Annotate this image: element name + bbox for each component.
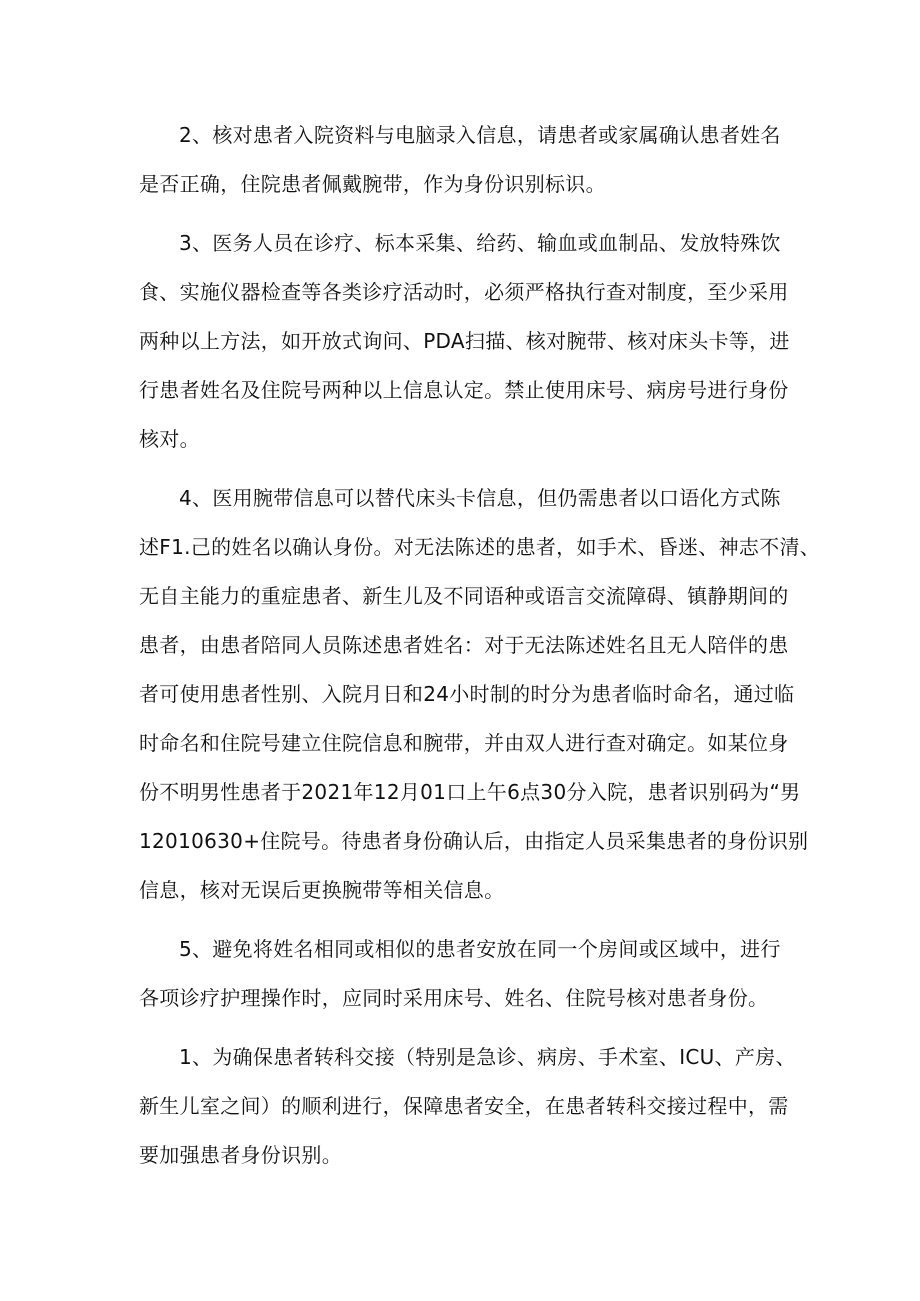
paragraph-line: 各项诊疗护理操作时，应同时采用床号、姓名、住院号核对患者身份。 — [139, 986, 769, 1010]
paragraph-line: 份不明男性患者于2021年12月01口上午6点30分入院，患者识别码为“男 — [139, 780, 801, 804]
paragraph-line: 患者，由患者陪同人员陈述患者姓名：对于无法陈述姓名且无人陪伴的患 — [139, 633, 789, 657]
paragraph-line: 两种以上方法，如开放式询问、PDA扫描、核对腕带、核对床头卡等，进 — [139, 329, 790, 353]
paragraph-line: 者可使用患者性别、入院月日和24小时制的时分为患者临时命名，通过临 — [139, 682, 795, 706]
paragraph-line: 行患者姓名及住院号两种以上信息认定。禁止使用床号、病房号进行身份 — [139, 378, 789, 402]
paragraph-line: 时命名和住院号建立住院信息和腕带，并由双人进行查对确定。如某位身 — [139, 731, 789, 755]
paragraph-line: 4、医用腕带信息可以替代床头卡信息，但仍需患者以口语化方式陈 — [179, 486, 781, 510]
paragraph-line: 要加强患者身份识别。 — [139, 1143, 342, 1167]
paragraph-line: 1、为确保患者转科交接（特别是急诊、病房、手术室、ICU、产房、 — [179, 1045, 796, 1069]
paragraph-2 — [139, 111, 789, 209]
paragraph-line: 无自主能力的重症患者、新生儿及不同语种或语言交流障碍、镇静期间的 — [139, 584, 789, 608]
paragraph-line: 12010630+住院号。待患者身份确认后，由指定人员采集患者的身份识别 — [139, 829, 809, 853]
paragraph-line: 述F1.己的姓名以确认身份。对无法陈述的患者，如手术、昏迷、神志不清、 — [139, 535, 821, 559]
paragraph-line: 核对。 — [139, 427, 200, 451]
paragraph-line: 新生儿室之间）的顺利进行，保障患者安全，在患者转科交接过程中，需 — [139, 1094, 789, 1118]
document-body — [139, 111, 821, 1190]
paragraph-line: 是否正确，住院患者佩戴腕带，作为身份识别标识。 — [139, 172, 606, 196]
paragraph-line: 2、核对患者入院资料与电脑录入信息，请患者或家属确认患者姓名 — [179, 123, 781, 147]
paragraph-line: 食、实施仪器检查等各类诊疗活动时，必须严格执行查对制度，至少采用 — [139, 280, 789, 304]
paragraph-5 — [139, 925, 789, 1023]
paragraph-line: 3、医务人员在诊疗、标本采集、给药、输血或血制品、发放特殊饮 — [179, 231, 781, 255]
paragraph-1 — [139, 1033, 796, 1180]
paragraph-line: 5、避免将姓名相同或相似的患者安放在同一个房间或区域中，进行 — [179, 937, 781, 961]
paragraph-line: 信息，核对无误后更换腕带等相关信息。 — [139, 878, 505, 902]
paragraph-4 — [139, 474, 821, 915]
paragraph-3 — [139, 219, 789, 464]
